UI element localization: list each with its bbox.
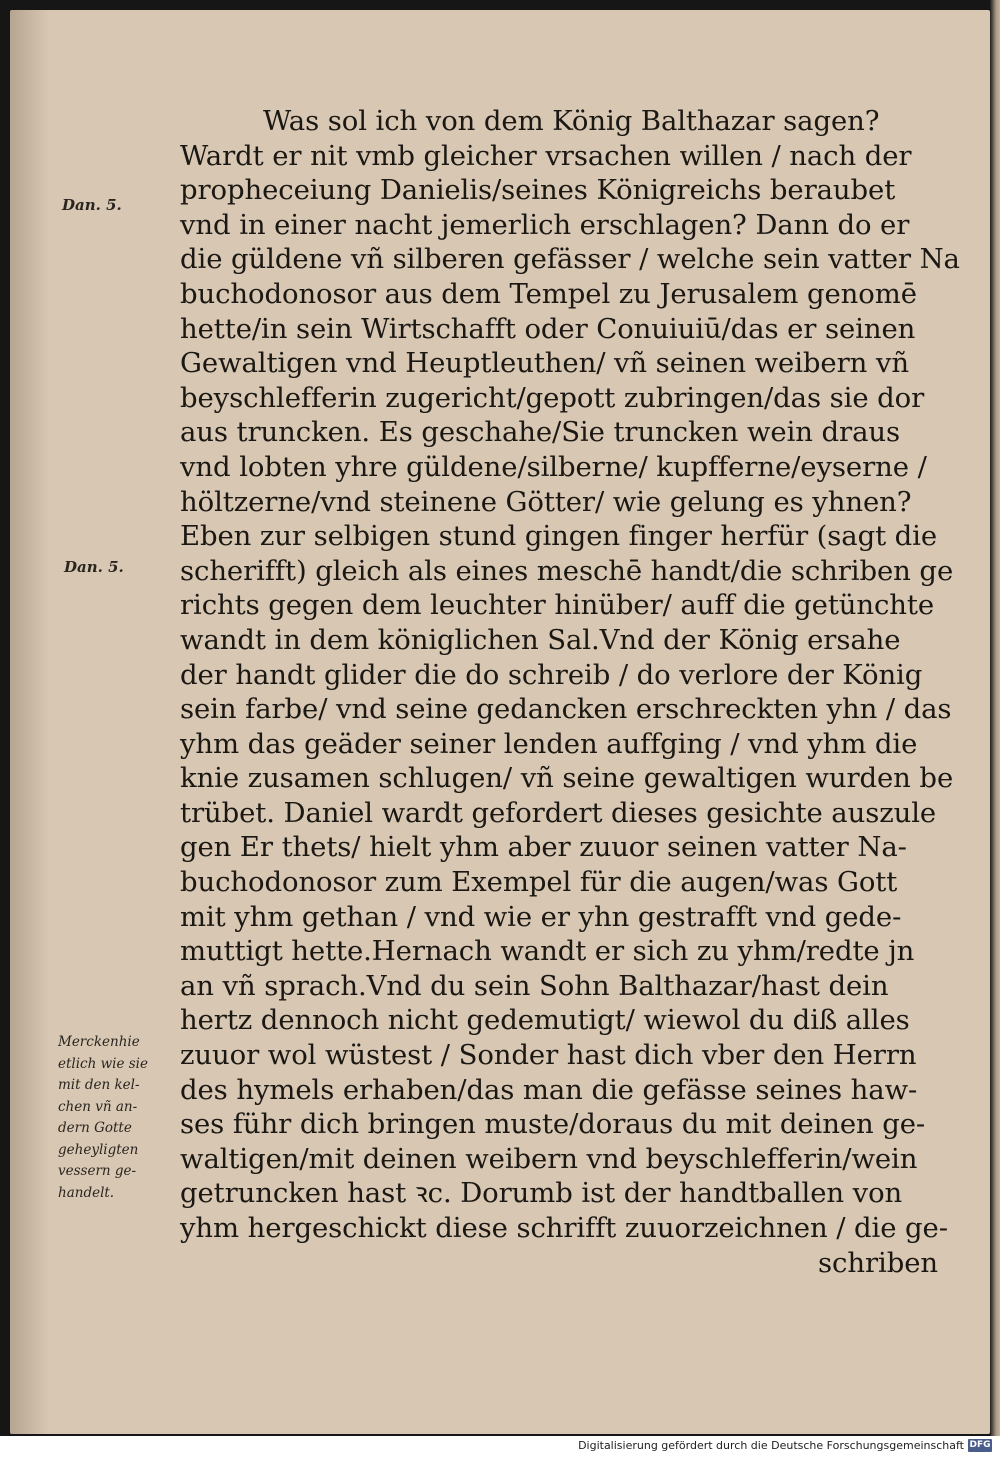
gloss-line: Merckenhie — [58, 1034, 140, 1050]
text-line: gen Er thets/ hielt yhm aber zuuor seinen vatter Na- — [180, 831, 907, 864]
text-line: höltzerne/vnd steinene Götter/ wie gelung es yhnen? — [180, 485, 912, 518]
text-line: hette/in sein Wirtschafft oder Conuiuiū/das er seinen — [180, 312, 916, 345]
margin-note-reference: Dan. 5. — [62, 196, 122, 214]
text-line: mit yhm gethan / vnd wie er yhn gestrafft vnd gede- — [180, 900, 902, 933]
text-line: getruncken hast ꝛc. Dorumb ist der handtballen von — [180, 1177, 903, 1210]
footer-bar — [0, 1436, 1000, 1457]
page-edge — [990, 0, 1000, 1436]
gloss-line: geheyligten — [58, 1141, 139, 1158]
catchword: schriben — [818, 1246, 938, 1279]
margin-note-gloss — [58, 1032, 148, 1204]
text-line: Was sol ich von dem König Balthazar sagen? — [263, 105, 880, 137]
page-gutter-shadow — [10, 10, 50, 1434]
text-line: buchodonosor aus dem Tempel zu Jerusalem genomē — [180, 277, 917, 310]
text-line: des hymels erhaben/das man die gefässe seines haw- — [180, 1073, 918, 1106]
text-line: hertz dennoch nicht gedemutigt/ wiewol du diß alles — [180, 1004, 910, 1037]
text-line: sein farbe/ vnd seine gedancken erschreckten yhn / das — [180, 693, 952, 726]
gloss-line: dern Gotte — [58, 1120, 132, 1136]
text-line: wandt in dem königlichen Sal.Vnd der König ersahe — [180, 623, 901, 656]
text-line: vnd lobten yhre güldene/silberne/ kupfferne/eyserne / — [180, 450, 927, 483]
text-line: yhm hergeschickt diese schrifft zuuorzeichnen / die ge- — [180, 1212, 948, 1244]
gloss-line: mit den kel- — [58, 1077, 140, 1093]
gloss-line: handelt. — [58, 1184, 115, 1201]
text-line: richts gegen dem leuchter hinüber/ auff die getünchte — [180, 589, 935, 622]
gloss-line: etlich wie sie — [58, 1055, 148, 1072]
text-line: propheceiung Danielis/seines Königreichs beraubet — [180, 174, 896, 207]
text-line: aus truncken. Es geschahe/Sie truncken wein draus — [180, 416, 900, 449]
funding-notice: Digitalisierung gefördert durch die Deutsche Forschungsgemeinschaft — [578, 1439, 964, 1452]
text-line: ses führ dich bringen muste/doraus du mit deinen ge- — [180, 1108, 926, 1141]
text-line: trübet. Daniel wardt gefordert dieses gesichte auszule — [180, 796, 937, 829]
text-line: waltigen/mit deinen weibern vnd beyschlefferin/wein — [180, 1142, 918, 1175]
text-line: muttigt hette.Hernach wandt er sich zu yhm/redte jn — [180, 935, 915, 968]
text-line: die güldene vñ silberen gefässer / welche sein vatter Na — [180, 243, 960, 276]
text-line: vnd in einer nacht jemerlich erschlagen? Dann do er — [180, 208, 910, 241]
gloss-line: vessern ge- — [58, 1163, 137, 1179]
text-line: an vñ sprach.Vnd du sein Sohn Balthazar/hast dein — [180, 969, 889, 1002]
dfg-logo: DFG — [969, 1440, 991, 1450]
text-line: Eben zur selbigen stund gingen finger herfür (sagt die — [180, 520, 938, 553]
text-line: knie zusamen schlugen/ vñ seine gewaltigen wurden be — [180, 762, 954, 795]
text-line: yhm das geäder seiner lenden auffging / vnd yhm die — [180, 727, 918, 760]
text-line: zuuor wol wüstest / Sonder hast dich vber den Herrn — [180, 1039, 917, 1072]
text-line: Gewaltigen vnd Heuptleuthen/ vñ seinen weibern vñ — [180, 347, 909, 380]
margin-note-reference: Dan. 5. — [64, 558, 124, 576]
text-line: beyschlefferin zugericht/gepott zubringen/das sie dor — [180, 381, 925, 414]
body-text — [180, 104, 960, 1280]
text-line: scherifft) gleich als eines meschē handt/die schriben ge — [180, 554, 954, 587]
text-line: buchodonosor zum Exempel für die augen/was Gott — [180, 866, 898, 899]
text-line: Wardt er nit vmb gleicher vrsachen willen / nach der — [180, 139, 912, 172]
text-line: der handt glider die do schreib / do verlore der König — [180, 658, 923, 691]
gloss-line: chen vñ an- — [58, 1098, 138, 1115]
